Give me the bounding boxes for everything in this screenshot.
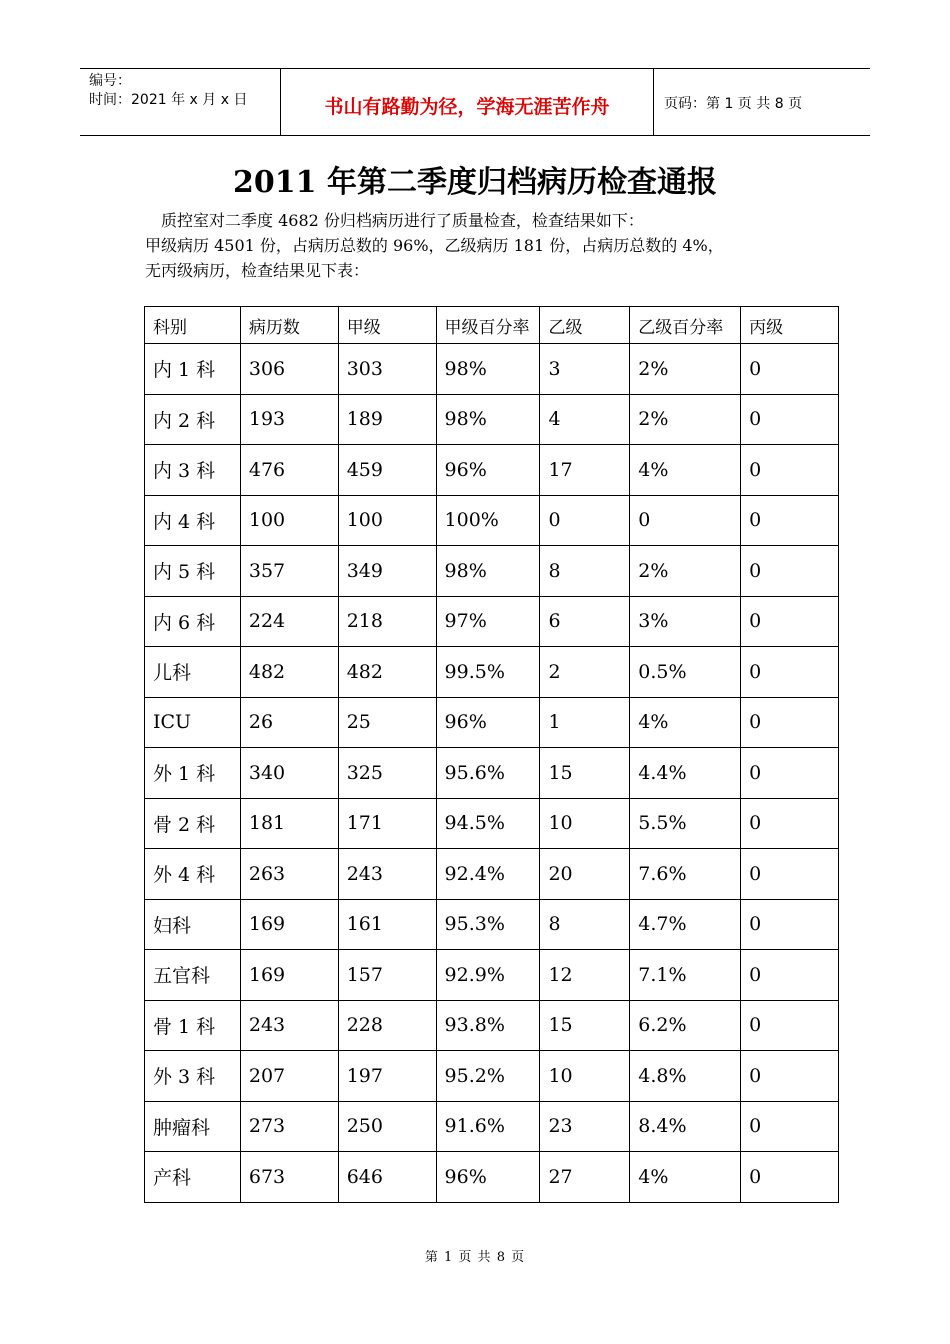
table-cell: 骨 2 科 [145, 798, 241, 849]
table-cell: 4.8% [630, 1051, 741, 1102]
table-cell: 0 [741, 950, 839, 1001]
inspection-results-table [144, 306, 839, 1203]
table-cell: 内 2 科 [145, 394, 241, 445]
table-cell: 273 [240, 1101, 338, 1152]
table-cell: 内 4 科 [145, 495, 241, 546]
table-cell: 肿瘤科 [145, 1101, 241, 1152]
table-cell: 482 [338, 647, 436, 698]
table-cell: 325 [338, 748, 436, 799]
column-header: 病历数 [240, 307, 338, 344]
table-cell: 263 [240, 849, 338, 900]
table-cell: 0.5% [630, 647, 741, 698]
table-cell: 303 [338, 344, 436, 395]
table-cell: 476 [240, 445, 338, 496]
table-row [145, 849, 839, 900]
table-row [145, 445, 839, 496]
table-cell: 10 [540, 1051, 630, 1102]
table-cell: 459 [338, 445, 436, 496]
table-cell: 0 [741, 798, 839, 849]
table-cell: 外 4 科 [145, 849, 241, 900]
table-cell: 0 [741, 899, 839, 950]
table-cell: 内 6 科 [145, 596, 241, 647]
table-cell: 6.2% [630, 1000, 741, 1051]
table-cell: 2 [540, 647, 630, 698]
table-cell: 25 [338, 697, 436, 748]
table-cell: 4.4% [630, 748, 741, 799]
intro-line: 无丙级病历，检查结果见下表： [145, 261, 370, 280]
table-cell: 外 3 科 [145, 1051, 241, 1102]
table-cell: 98% [436, 394, 540, 445]
column-header: 甲级百分率 [436, 307, 540, 344]
table-cell: 193 [240, 394, 338, 445]
table-cell: 产科 [145, 1152, 241, 1203]
table-row [145, 1152, 839, 1203]
table-cell: 妇科 [145, 899, 241, 950]
column-header: 丙级 [741, 307, 839, 344]
page-title: 2011 年第二季度归档病历检查通报 [233, 165, 717, 200]
table-cell: 98% [436, 344, 540, 395]
table-cell: 171 [338, 798, 436, 849]
table-cell: 20 [540, 849, 630, 900]
table-cell: 0 [741, 546, 839, 597]
table-cell: 95.3% [436, 899, 540, 950]
table-cell: 0 [741, 394, 839, 445]
document-number-label: 编号： [89, 73, 131, 89]
table-cell: 250 [338, 1101, 436, 1152]
table-cell: 96% [436, 1152, 540, 1203]
table-cell: 8.4% [630, 1101, 741, 1152]
table-cell: 96% [436, 697, 540, 748]
table-cell: 26 [240, 697, 338, 748]
table-row [145, 394, 839, 445]
table-row [145, 344, 839, 395]
page-header [80, 68, 870, 136]
table-cell: 228 [338, 1000, 436, 1051]
intro-line: 甲级病历 4501 份，占病历总数的 96%，乙级病历 181 份，占病历总数的 4%， [145, 236, 724, 255]
table-cell: 0 [741, 697, 839, 748]
table-cell: 0 [741, 596, 839, 647]
table-cell: 7.6% [630, 849, 741, 900]
table-row [145, 647, 839, 698]
table-cell: 207 [240, 1051, 338, 1102]
table-cell: 4% [630, 1152, 741, 1203]
table-cell: 0 [741, 344, 839, 395]
table-cell: 306 [240, 344, 338, 395]
table-cell: 0 [630, 495, 741, 546]
table-row [145, 697, 839, 748]
table-cell: 92.9% [436, 950, 540, 1001]
table-cell: 五官科 [145, 950, 241, 1001]
table-cell: 100% [436, 495, 540, 546]
table-cell: 96% [436, 445, 540, 496]
table-cell: 15 [540, 748, 630, 799]
table-cell: 0 [741, 748, 839, 799]
table-cell: 内 5 科 [145, 546, 241, 597]
table-cell: 儿科 [145, 647, 241, 698]
table-cell: 181 [240, 798, 338, 849]
column-header: 乙级百分率 [630, 307, 741, 344]
table-body [145, 344, 839, 1203]
column-header: 乙级 [540, 307, 630, 344]
table-cell: 0 [741, 849, 839, 900]
table-cell: 0 [741, 647, 839, 698]
table-cell: 外 1 科 [145, 748, 241, 799]
table-cell: 91.6% [436, 1101, 540, 1152]
table-cell: 8 [540, 899, 630, 950]
table-cell: 243 [240, 1000, 338, 1051]
table-cell: 349 [338, 546, 436, 597]
table-cell: 0 [741, 1051, 839, 1102]
table-cell: 161 [338, 899, 436, 950]
table-cell: 12 [540, 950, 630, 1001]
table-cell: 169 [240, 950, 338, 1001]
table-cell: 23 [540, 1101, 630, 1152]
table-cell: 2% [630, 546, 741, 597]
table-cell: 3 [540, 344, 630, 395]
table-cell: 0 [741, 495, 839, 546]
table-cell: 97% [436, 596, 540, 647]
table-cell: 10 [540, 798, 630, 849]
intro-paragraph [145, 208, 845, 283]
table-header-row [145, 307, 839, 344]
table-cell: 93.8% [436, 1000, 540, 1051]
table-cell: 189 [338, 394, 436, 445]
table-cell: 169 [240, 899, 338, 950]
column-header: 甲级 [338, 307, 436, 344]
table-cell: 100 [338, 495, 436, 546]
table-cell: 内 1 科 [145, 344, 241, 395]
table-cell: 3% [630, 596, 741, 647]
table-cell: 0 [741, 1000, 839, 1051]
table-row [145, 1051, 839, 1102]
table-cell: 100 [240, 495, 338, 546]
table-row [145, 1000, 839, 1051]
table-row [145, 748, 839, 799]
table-cell: 98% [436, 546, 540, 597]
table-cell: 646 [338, 1152, 436, 1203]
table-cell: 6 [540, 596, 630, 647]
table-cell: 340 [240, 748, 338, 799]
table-row [145, 1101, 839, 1152]
table-cell: 0 [741, 1101, 839, 1152]
table-cell: 673 [240, 1152, 338, 1203]
table-cell: 92.4% [436, 849, 540, 900]
column-header: 科别 [145, 307, 241, 344]
table-cell: 218 [338, 596, 436, 647]
intro-line: 质控室对二季度 4682 份归档病历进行了质量检查，检查结果如下： [161, 211, 644, 230]
table-row [145, 950, 839, 1001]
table-cell: 197 [338, 1051, 436, 1102]
header-motto: 书山有路勤为径，学海无涯苦作舟 [281, 69, 654, 135]
table-cell: 0 [741, 445, 839, 496]
table-cell: 4 [540, 394, 630, 445]
table-cell: 2% [630, 344, 741, 395]
table-cell: 0 [540, 495, 630, 546]
table-cell: 8 [540, 546, 630, 597]
page-footer: 第 1 页 共 8 页 [424, 1250, 526, 1265]
table-cell: 7.1% [630, 950, 741, 1001]
table-cell: 内 3 科 [145, 445, 241, 496]
table-cell: 224 [240, 596, 338, 647]
table-cell: 27 [540, 1152, 630, 1203]
table-row [145, 798, 839, 849]
table-cell: 15 [540, 1000, 630, 1051]
table-cell: 243 [338, 849, 436, 900]
table-cell: 94.5% [436, 798, 540, 849]
table-cell: 4.7% [630, 899, 741, 950]
table-cell: 4% [630, 445, 741, 496]
table-row [145, 546, 839, 597]
header-info [80, 69, 281, 135]
table-cell: 5.5% [630, 798, 741, 849]
table-cell: 95.2% [436, 1051, 540, 1102]
table-row [145, 596, 839, 647]
table-cell: 骨 1 科 [145, 1000, 241, 1051]
table-cell: 99.5% [436, 647, 540, 698]
table-cell: ICU [145, 697, 241, 748]
table-cell: 2% [630, 394, 741, 445]
table-cell: 482 [240, 647, 338, 698]
table-cell: 4% [630, 697, 741, 748]
header-page-info: 页码：第 1 页 共 8 页 [664, 96, 803, 112]
table-cell: 95.6% [436, 748, 540, 799]
table-row [145, 899, 839, 950]
table-cell: 17 [540, 445, 630, 496]
table-cell: 357 [240, 546, 338, 597]
table-cell: 157 [338, 950, 436, 1001]
table-row [145, 495, 839, 546]
document-date: 时间：2021 年 x 月 x 日 [89, 92, 248, 108]
table-cell: 0 [741, 1152, 839, 1203]
table-cell: 1 [540, 697, 630, 748]
